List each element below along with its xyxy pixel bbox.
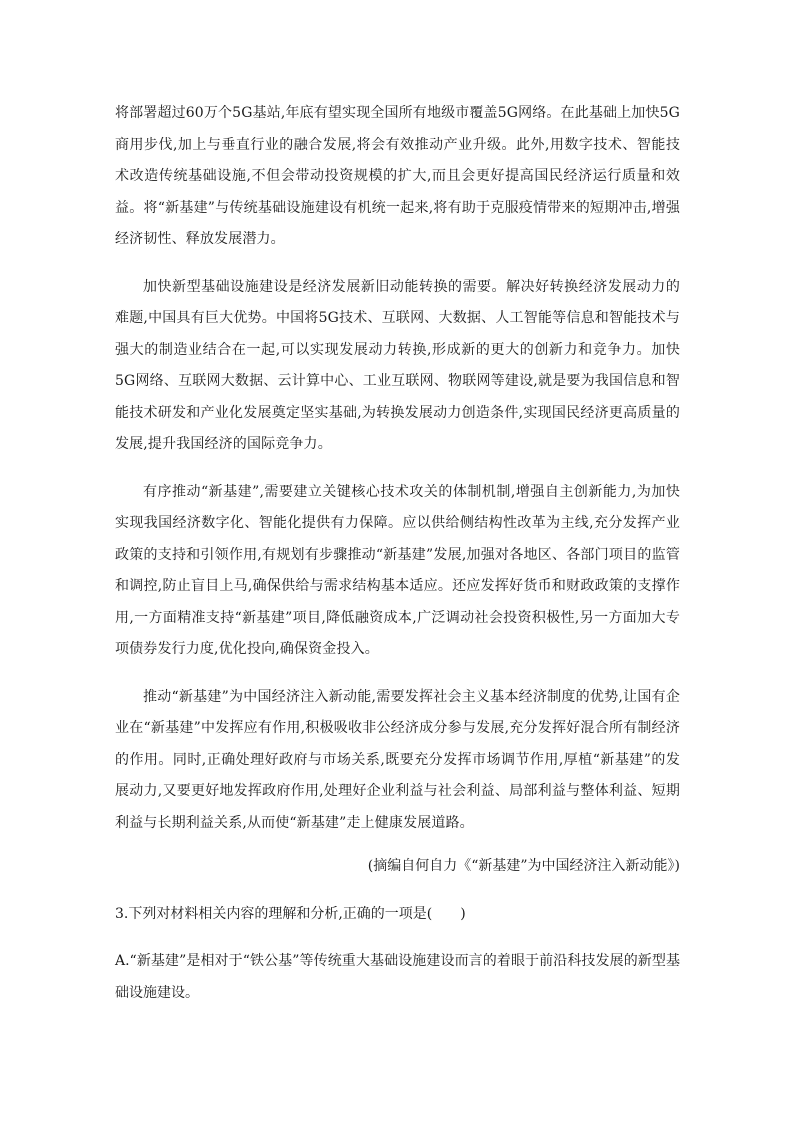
paragraph-orderly-promotion: 有序推动“新基建”,需要建立关键核心技术攻关的体制机制,增强自主创新能力,为加快实现我国经济数字化、智能化提供有力保障。应以供给侧结构性改革为主线,充分发挥产业政策的支持和引领作用,有规划有步骤推动“新基建”发展,加强对各地区、各部门项目的监管和调控,防止盲目上马,确保供给与需求结构基本适应。还应发挥好货币和财政政策的支撑作用,一方面精准支持“新基建”项目,降低融资成本,广泛调动社会投资积极性,另一方面加大专项债券发行力度,优化投向,确保资金投入。 <box>115 483 680 657</box>
option-a: A.“新基建”是相对于“铁公基”等传统重大基础设施建设而言的着眼于前沿科技发展的新型基础设施建设。 <box>115 953 680 1001</box>
question-3: 3.下列对材料相关内容的理解和分析,正确的一项是( ) <box>115 905 466 922</box>
paragraph-continued: 将部署超过60万个5G基站,年底有望实现全国所有地级市覆盖5G网络。在此基础上加快5G商用步伐,加上与垂直行业的融合发展,将会有效推动产业升级。此外,用数字技术、智能技术改造传统基础设施,不但会带动投资规模的扩大,而且会更好提高国民经济运行质量和效益。将“新基建”与传统基础设施建设有机统一起来,将有助于克服疫情带来的短期冲击,增强经济韧性、释放发展潜力。 <box>115 105 680 247</box>
paragraph-momentum-conversion: 加快新型基础设施建设是经济发展新旧动能转换的需要。解决好转换经济发展动力的难题,中国具有巨大优势。中国将5G技术、互联网、大数据、人工智能等信息和智能技术与强大的制造业结合在一起,可以实现发展动力转换,形成新的更大的创新力和竞争力。加快5G网络、互联网大数据、云计算中心、工业互联网、物联网等建设,就是要为我国信息和智能技术研发和产业化发展奠定坚实基础,为转换发展动力创造条件,实现国民经济更高质量的发展,提升我国经济的国际竞争力。 <box>115 278 680 452</box>
paragraph-new-momentum: 推动“新基建”为中国经济注入新动能,需要发挥社会主义基本经济制度的优势,让国有企业在“新基建”中发挥应有作用,积极吸收非公经济成分参与发展,充分发挥好混合所有制经济的作用。同时,正确处理好政府与市场关系,既要充分发挥市场调节作用,厚植“新基建”的发展动力,又要更好地发挥政府作用,处理好企业利益与社会利益、局部利益与整体利益、短期利益与长期利益关系,从而使“新基建”走上健康发展道路。 <box>115 688 680 831</box>
document-page <box>115 98 680 1009</box>
source-citation: (摘编自何自力《“新基建”为中国经济注入新动能》) <box>367 858 680 874</box>
